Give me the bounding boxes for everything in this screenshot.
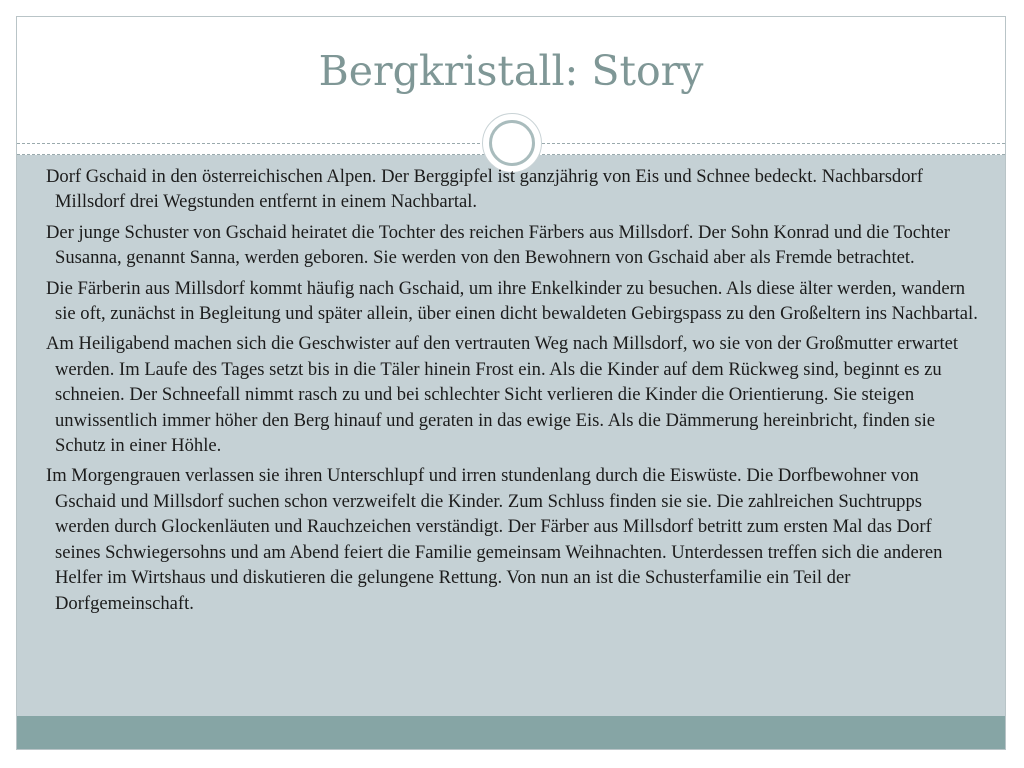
footer-band [17,716,1005,749]
story-text [43,164,978,621]
circle-ornament-ring-icon [489,120,535,166]
story-paragraph: Dorf Gschaid in den österreichischen Alpen. Der Berggipfel ist ganzjährig von Eis und Schnee bedeckt. Nachbarsdorf Millsdorf drei Wegstunden entfernt in einem Nachbartal. [46,166,923,213]
slide-title: Bergkristall: Story [318,47,704,95]
story-paragraph: Im Morgengrauen verlassen sie ihren Unterschlupf und irren stundenlang durch die Eiswüste. Die Dorfbewohner von Gschaid und Millsdorf suchen schon verzweifelt die Kinder. Zum Schluss finden sie sie. Die zahlreichen Suchtrupps werden durch Glockenläuten und Rauchzeichen verständigt. Der Färber aus Millsdorf betritt zum ersten Mal das Dorf seines Schwiegersohns und am Abend feiert die Familie gemeinsam Weihnachten. Unterdessen treffen sich die anderen Helfer im Wirtshaus und diskutieren die gelungene Rettung. Von nun an ist die Schusterfamilie ein Teil der Dorfgemeinschaft. [46,465,943,614]
story-paragraph: Am Heiligabend machen sich die Geschwister auf den vertrauten Weg nach Millsdorf, wo sie von der Großmutter erwartet werden. Im Laufe des Tages setzt bis in die Täler hinein Frost ein. Als die Kinder auf dem Rückweg sind, beginnt es zu schneien. Der Schneefall nimmt rasch zu und bei schlechter Sicht verlieren die Kinder die Orientierung. Sie steigen unwissentlich immer höher den Berg hinauf und geraten in das ewige Eis. Als die Dämmerung hereinbricht, finden sie Schutz in einer Höhle. [46,333,959,457]
story-paragraph: Die Färberin aus Millsdorf kommt häufig nach Gschaid, um ihre Enkelkinder zu besuchen. Als diese älter werden, wandern sie oft, zunächst in Begleitung und später allein, über einen dicht bewaldeten Gebirgspass zu den Großeltern ins Nachbartal. [46,277,978,325]
story-paragraph: Der junge Schuster von Gschaid heiratet die Tochter des reichen Färbers aus Millsdorf. Der Sohn Konrad und die Tochter Susanna, genannt Sanna, werden geboren. Sie werden von den Bewohnern von Gschaid aber als Fremde betrachtet. [46,221,950,269]
